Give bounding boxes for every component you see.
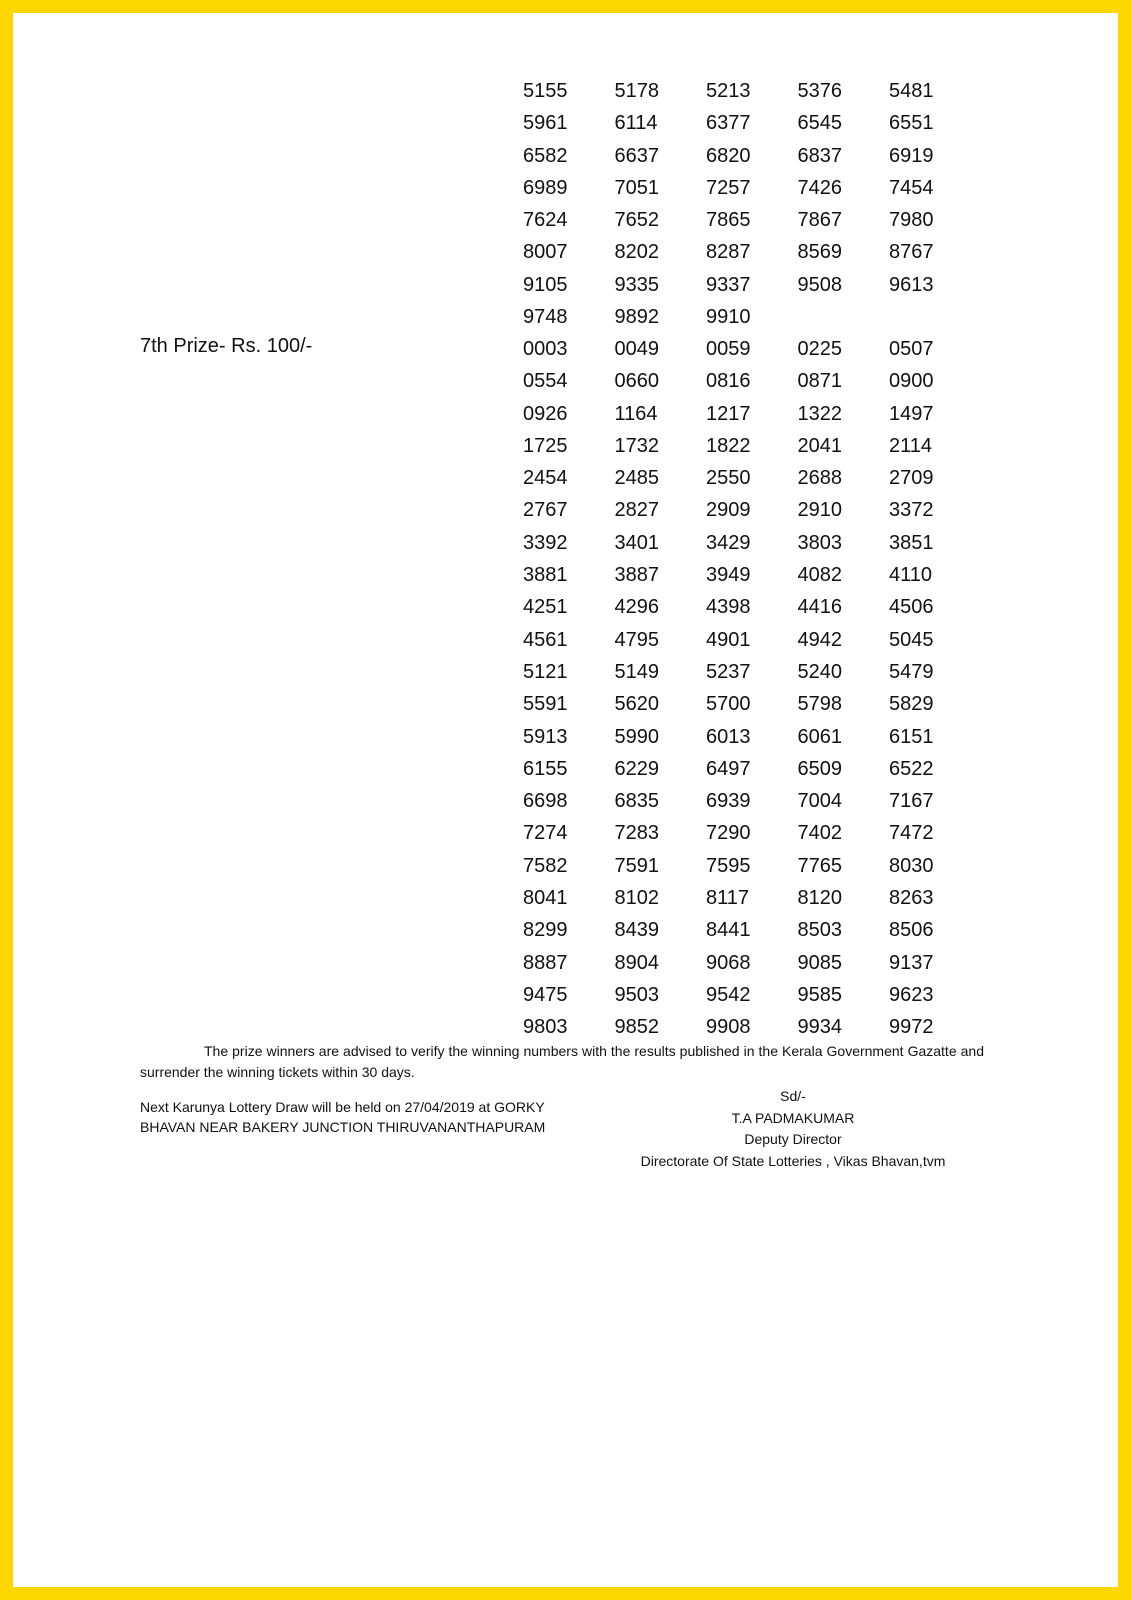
winning-number: 5240 (797, 660, 842, 683)
winning-number: 2827 (614, 499, 659, 522)
seventh-prize-numbers-grid (523, 333, 981, 1044)
winning-number: 7865 (706, 209, 751, 232)
winning-number: 9337 (706, 273, 751, 296)
winning-number: 6939 (706, 790, 751, 813)
winning-number: 2550 (706, 467, 751, 490)
winning-number: 9475 (523, 983, 568, 1006)
winning-number: 9803 (523, 1016, 568, 1039)
signatory-name: T.A PADMAKUMAR (731, 1109, 855, 1126)
signature-block (623, 1086, 963, 1172)
winning-number: 6497 (706, 757, 751, 780)
winning-number: 0507 (889, 338, 934, 360)
winning-number: 3851 (889, 531, 934, 554)
verification-notice (140, 1041, 984, 1083)
winning-number: 4901 (706, 628, 751, 651)
winning-number: 8007 (523, 241, 568, 264)
winning-number: 7582 (523, 854, 568, 877)
winning-number: 6551 (889, 112, 934, 135)
winning-number: 1217 (706, 402, 751, 425)
seventh-prize-label: 7th Prize- Rs. 100/- (140, 335, 313, 357)
winning-number: 9585 (797, 983, 842, 1006)
winning-number: 1822 (706, 434, 751, 457)
winning-number: 7274 (523, 822, 568, 845)
winning-number: 6698 (523, 790, 568, 813)
winning-number: 7290 (706, 822, 751, 845)
winning-number: 7595 (706, 854, 751, 877)
signature-sd: Sd/- (780, 1088, 806, 1104)
winning-number: 5178 (614, 80, 659, 102)
winning-number: 9748 (523, 306, 568, 329)
winning-number: 8441 (706, 919, 751, 942)
winning-number: 6837 (797, 144, 842, 167)
winning-number: 7257 (706, 176, 751, 199)
winning-number: 0049 (614, 338, 659, 360)
winning-number: 7283 (614, 822, 659, 845)
winning-number: 9852 (614, 1016, 659, 1039)
winning-number: 3881 (523, 564, 568, 587)
winning-number: 9892 (614, 306, 659, 329)
winning-number: 2485 (614, 467, 659, 490)
winning-number: 6377 (706, 112, 751, 135)
winning-number: 2909 (706, 499, 751, 522)
winning-number: 0900 (889, 370, 934, 393)
winning-number: 7652 (614, 209, 659, 232)
winning-number: 7765 (797, 854, 842, 877)
winning-number: 7472 (889, 822, 934, 845)
winning-number: 9503 (614, 983, 659, 1006)
winning-number: 7454 (889, 176, 934, 199)
next-draw-line-2: BHAVAN NEAR BAKERY JUNCTION THIRUVANANTHAPURAM (140, 1119, 546, 1135)
winning-number: 8503 (797, 919, 842, 942)
winning-number: 3429 (706, 531, 751, 554)
winning-number: 6835 (614, 790, 659, 813)
next-draw-line-1: Next Karunya Lottery Draw will be held on 27/04/2019 at GORKY (140, 1099, 545, 1115)
winning-number: 6545 (797, 112, 842, 135)
winning-number: 4561 (523, 628, 568, 651)
winning-number: 0816 (706, 370, 751, 393)
winning-number: 8202 (614, 241, 659, 264)
winning-number: 3803 (797, 531, 842, 554)
winning-number: 3401 (614, 531, 659, 554)
winning-number: 7426 (797, 176, 842, 199)
winning-number: 0059 (706, 338, 751, 360)
winning-number: 6229 (614, 757, 659, 780)
winning-number: 0660 (614, 370, 659, 393)
winning-number: 2910 (797, 499, 842, 522)
winning-number: 2688 (797, 467, 842, 490)
winning-number: 2114 (889, 434, 933, 457)
winning-number: 5798 (797, 693, 842, 716)
winning-number: 1497 (889, 402, 934, 425)
winning-number: 7402 (797, 822, 842, 845)
winning-number: 8904 (614, 951, 659, 974)
winning-number: 9137 (889, 951, 934, 974)
winning-number: 7980 (889, 209, 934, 232)
winning-number: 1322 (797, 402, 842, 425)
winning-number: 0926 (523, 402, 568, 425)
winning-number: 6582 (523, 144, 568, 167)
winning-number: 2454 (523, 467, 568, 490)
winning-number: 6522 (889, 757, 934, 780)
winning-number: 5149 (614, 660, 659, 683)
winning-number: 5479 (889, 660, 934, 683)
winning-number: 6114 (614, 112, 658, 135)
winning-number: 7004 (797, 790, 842, 813)
winning-number: 5591 (523, 693, 568, 716)
winning-number: 6013 (706, 725, 751, 748)
winning-number: 5620 (614, 693, 659, 716)
winning-number: 5829 (889, 693, 934, 716)
winning-number: 3372 (889, 499, 934, 522)
winning-number: 9910 (706, 306, 751, 329)
signatory-title: Deputy Director (744, 1131, 842, 1147)
notice-text: The prize winners are advised to verify the winning numbers with the results published in the Kerala Government Gazatte and surrender the winning tickets within 30 days. (140, 1043, 984, 1080)
signatory-office: Directorate Of State Lotteries , Vikas Bhavan,tvm (640, 1152, 946, 1169)
winning-number: 8439 (614, 919, 659, 942)
winning-number: 8263 (889, 887, 934, 910)
winning-number: 5913 (523, 725, 568, 748)
winning-number: 7624 (523, 209, 568, 232)
winning-number: 9085 (797, 951, 842, 974)
winning-number: 9613 (889, 273, 934, 296)
winning-number: 9542 (706, 983, 751, 1006)
winning-number: 9972 (889, 1016, 934, 1039)
winning-number: 4251 (523, 596, 568, 619)
winning-number: 4506 (889, 596, 934, 619)
winning-number: 9934 (797, 1016, 842, 1039)
winning-number: 8287 (706, 241, 751, 264)
winning-number: 6151 (889, 725, 934, 748)
winning-number: 4082 (797, 564, 842, 587)
winning-number: 5700 (706, 693, 751, 716)
winning-number: 5121 (523, 660, 568, 683)
winning-number: 6061 (797, 725, 842, 748)
winning-number: 8030 (889, 854, 934, 877)
winning-number: 5045 (889, 628, 934, 651)
winning-number: 0225 (797, 338, 842, 360)
winning-number: 0554 (523, 370, 568, 393)
winning-number: 5237 (706, 660, 751, 683)
winning-number: 8767 (889, 241, 934, 264)
result-page (13, 13, 1118, 1587)
winning-number: 4398 (706, 596, 751, 619)
winning-number: 5481 (889, 80, 934, 102)
winning-number: 3949 (706, 564, 751, 587)
winning-number: 8120 (797, 887, 842, 910)
winning-number: 4795 (614, 628, 659, 651)
winning-number: 7591 (614, 854, 659, 877)
winning-number: 4110 (889, 564, 933, 587)
winning-number: 5376 (797, 80, 842, 102)
winning-number: 6919 (889, 144, 934, 167)
winning-number: 5213 (706, 80, 751, 102)
winning-number: 7051 (614, 176, 659, 199)
winning-number: 6637 (614, 144, 659, 167)
winning-number: 6820 (706, 144, 751, 167)
winning-number: 9068 (706, 951, 751, 974)
winning-number: 4296 (614, 596, 659, 619)
winning-number: 8887 (523, 951, 568, 974)
winning-number: 8041 (523, 887, 568, 910)
winning-number: 5961 (523, 112, 568, 135)
winning-number: 4942 (797, 628, 842, 651)
winning-number: 1725 (523, 434, 568, 457)
winning-number: 9623 (889, 983, 934, 1006)
winning-number: 8506 (889, 919, 934, 942)
winning-number: 3392 (523, 531, 568, 554)
winning-number: 2709 (889, 467, 934, 490)
winning-number: 0871 (797, 370, 842, 393)
winning-number: 8117 (706, 887, 750, 910)
winning-number: 2767 (523, 499, 568, 522)
winning-number: 3887 (614, 564, 659, 587)
continued-prize-numbers-grid (523, 75, 981, 333)
winning-number: 9908 (706, 1016, 751, 1039)
winning-number: 8299 (523, 919, 568, 942)
winning-number: 0003 (523, 338, 568, 360)
winning-number: 8569 (797, 241, 842, 264)
winning-number: 1732 (614, 434, 659, 457)
winning-number: 7867 (797, 209, 842, 232)
winning-number: 5155 (523, 80, 568, 102)
winning-number: 9105 (523, 273, 568, 296)
next-draw-info (140, 1097, 600, 1137)
winning-number: 6155 (523, 757, 568, 780)
winning-number: 9335 (614, 273, 659, 296)
winning-number: 9508 (797, 273, 842, 296)
winning-number: 1164 (614, 402, 658, 425)
winning-number: 6509 (797, 757, 842, 780)
winning-number: 4416 (797, 596, 842, 619)
winning-number: 8102 (614, 887, 659, 910)
winning-number: 5990 (614, 725, 659, 748)
winning-number: 2041 (797, 434, 842, 457)
winning-number: 7167 (889, 790, 934, 813)
winning-number: 6989 (523, 176, 568, 199)
